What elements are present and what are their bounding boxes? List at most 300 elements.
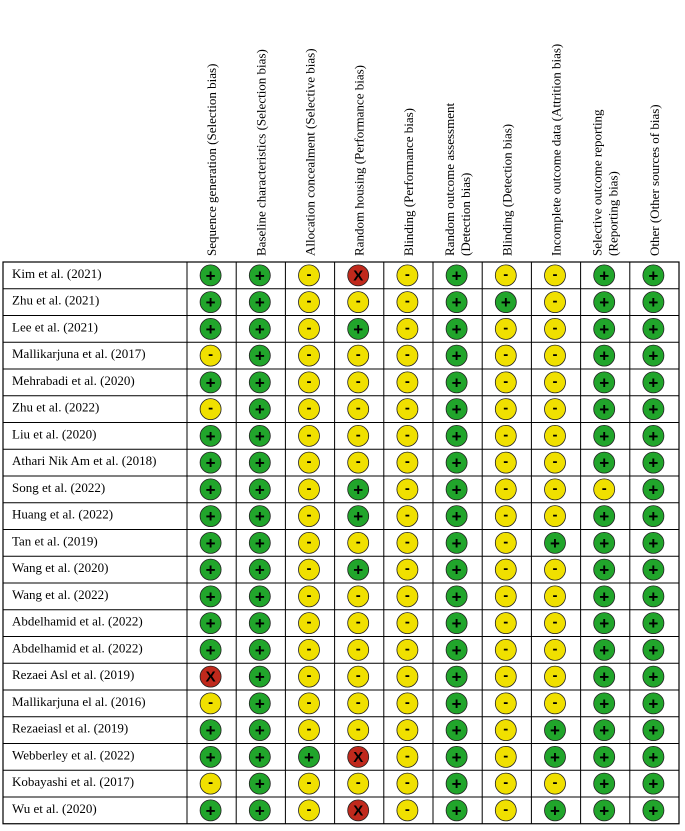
rating-mark	[643, 399, 664, 420]
column-header	[442, 103, 473, 256]
rating-mark	[249, 720, 270, 741]
rating-symbol: +	[648, 346, 659, 366]
rating-mark	[249, 345, 270, 366]
study-label: Kobayashi et al. (2017)	[12, 774, 135, 790]
rating-mark	[495, 720, 516, 741]
rating-symbol: +	[205, 640, 216, 660]
rating-mark	[348, 639, 369, 660]
rating-mark	[545, 452, 566, 473]
rating-symbol: -	[552, 453, 558, 471]
rating-mark	[397, 720, 418, 741]
rating-symbol: -	[552, 560, 558, 578]
rating-mark	[200, 532, 221, 553]
rating-symbol: -	[552, 774, 558, 792]
rating-symbol: +	[451, 373, 462, 393]
column-header-line: Sequence generation (Selection bias)	[204, 63, 220, 256]
study-label: Rezaei Asl et al. (2019)	[12, 667, 135, 683]
rating-symbol: +	[451, 533, 462, 553]
rating-symbol: -	[503, 479, 509, 497]
rating-symbol: -	[552, 265, 558, 283]
rating-mark	[397, 425, 418, 446]
rating-mark	[594, 479, 615, 500]
rating-symbol: -	[355, 372, 361, 390]
rating-symbol: +	[599, 453, 610, 473]
rating-mark	[594, 613, 615, 634]
rating-symbol: +	[451, 480, 462, 500]
column-header-line: Blinding (Detection bias)	[499, 123, 515, 256]
rating-symbol: +	[599, 694, 610, 714]
rating-symbol: -	[404, 720, 410, 738]
rating-symbol: +	[599, 346, 610, 366]
rating-mark	[348, 613, 369, 634]
rating-symbol: -	[503, 560, 509, 578]
rating-mark	[643, 613, 664, 634]
rating-mark	[594, 318, 615, 339]
rating-symbol: +	[599, 426, 610, 446]
rating-symbol: X	[353, 748, 364, 766]
rating-symbol: +	[451, 319, 462, 339]
rating-symbol: -	[306, 453, 312, 471]
rating-mark	[643, 586, 664, 607]
rating-mark	[299, 399, 320, 420]
rating-mark	[397, 613, 418, 634]
rating-symbol: +	[254, 533, 265, 553]
rating-symbol: -	[552, 506, 558, 524]
rating-symbol: -	[404, 693, 410, 711]
rating-symbol: +	[648, 373, 659, 393]
rating-mark	[495, 292, 516, 313]
rating-symbol: -	[503, 613, 509, 631]
rating-mark	[643, 746, 664, 767]
rating-mark	[643, 479, 664, 500]
rating-mark	[200, 506, 221, 527]
rating-symbol: +	[599, 640, 610, 660]
rating-mark	[545, 639, 566, 660]
rating-symbol: -	[355, 720, 361, 738]
rating-symbol: +	[205, 453, 216, 473]
rating-mark	[545, 425, 566, 446]
rating-mark	[348, 318, 369, 339]
rating-symbol: +	[353, 507, 364, 527]
rating-mark	[495, 800, 516, 821]
rating-mark	[348, 265, 369, 286]
rating-mark	[643, 318, 664, 339]
rating-mark	[249, 372, 270, 393]
rating-symbol: +	[648, 587, 659, 607]
rating-symbol: +	[205, 373, 216, 393]
rating-mark	[397, 265, 418, 286]
rating-symbol: +	[500, 293, 511, 313]
rating-symbol: -	[552, 613, 558, 631]
rating-symbol: +	[648, 774, 659, 794]
rating-mark	[200, 265, 221, 286]
rating-mark	[200, 800, 221, 821]
rating-mark	[348, 399, 369, 420]
rating-mark	[200, 372, 221, 393]
rating-symbol: +	[451, 266, 462, 286]
rating-mark	[545, 559, 566, 580]
rating-symbol: -	[355, 693, 361, 711]
rating-symbol: +	[254, 507, 265, 527]
rating-mark	[348, 693, 369, 714]
rating-mark	[643, 372, 664, 393]
study-label: Huang et al. (2022)	[12, 506, 114, 522]
rating-mark	[397, 639, 418, 660]
rating-symbol: -	[306, 560, 312, 578]
rating-mark	[397, 532, 418, 553]
rating-symbol: -	[208, 774, 214, 792]
rating-symbol: -	[503, 774, 509, 792]
rating-symbol: -	[306, 693, 312, 711]
rating-mark	[545, 399, 566, 420]
rating-mark	[643, 265, 664, 286]
rating-symbol: +	[254, 721, 265, 741]
rating-symbol: -	[503, 747, 509, 765]
rating-mark	[200, 318, 221, 339]
rating-mark	[348, 666, 369, 687]
rating-mark	[249, 532, 270, 553]
study-labels	[12, 266, 156, 816]
rating-symbol: -	[503, 533, 509, 551]
rating-mark	[249, 559, 270, 580]
rating-mark	[594, 666, 615, 687]
rating-mark	[348, 292, 369, 313]
rating-mark	[397, 372, 418, 393]
rating-mark	[200, 292, 221, 313]
rating-mark	[594, 292, 615, 313]
rating-mark	[200, 720, 221, 741]
rating-mark	[200, 666, 221, 687]
study-label: Rezaeiasl et al. (2019)	[12, 720, 129, 736]
study-label: Kim et al. (2021)	[12, 265, 102, 281]
rating-mark	[397, 506, 418, 527]
rating-mark	[545, 372, 566, 393]
rating-symbol: +	[599, 801, 610, 821]
rating-symbol: +	[451, 560, 462, 580]
rating-symbol: +	[205, 614, 216, 634]
rating-mark	[348, 532, 369, 553]
rating-mark	[249, 452, 270, 473]
rating-symbol: +	[648, 426, 659, 446]
column-header-line: Incomplete outcome data (Attrition bias)	[548, 43, 564, 256]
rating-mark	[397, 559, 418, 580]
rating-mark	[397, 666, 418, 687]
rating-mark	[200, 773, 221, 794]
rating-mark	[594, 399, 615, 420]
rating-symbol: -	[306, 292, 312, 310]
rating-symbol: -	[404, 372, 410, 390]
rating-symbol: +	[648, 667, 659, 687]
rating-mark	[299, 639, 320, 660]
study-label: Mallikarjuna el al. (2016)	[12, 693, 146, 709]
rating-symbol: -	[503, 453, 509, 471]
rating-symbol: +	[648, 319, 659, 339]
rating-mark	[495, 372, 516, 393]
rating-mark	[446, 720, 467, 741]
rating-symbol: +	[648, 614, 659, 634]
rating-mark	[299, 265, 320, 286]
rating-mark	[397, 318, 418, 339]
rating-symbol: -	[306, 399, 312, 417]
rating-mark	[249, 746, 270, 767]
rating-symbol: +	[304, 747, 314, 767]
rating-symbol: -	[306, 319, 312, 337]
rating-mark	[545, 479, 566, 500]
rating-symbol: +	[205, 319, 216, 339]
rating-symbol: +	[648, 400, 659, 420]
rating-symbol: -	[404, 774, 410, 792]
rating-mark	[495, 265, 516, 286]
rating-symbol: +	[599, 614, 610, 634]
rating-mark	[594, 532, 615, 553]
rating-mark	[249, 586, 270, 607]
rating-mark	[249, 773, 270, 794]
rating-mark	[348, 452, 369, 473]
rating-symbol: +	[254, 667, 265, 687]
rating-mark	[643, 773, 664, 794]
rating-symbol: -	[503, 720, 509, 738]
rating-symbol: -	[306, 479, 312, 497]
rating-symbol: -	[404, 319, 410, 337]
rating-mark	[545, 345, 566, 366]
rating-symbol: -	[503, 346, 509, 364]
rating-symbol: +	[550, 801, 560, 821]
rating-mark	[495, 639, 516, 660]
rating-symbol: +	[254, 400, 265, 420]
rating-mark	[348, 345, 369, 366]
column-header	[590, 109, 621, 256]
rating-symbol: +	[451, 640, 462, 660]
rating-symbol: +	[451, 400, 462, 420]
rating-symbol: -	[503, 640, 509, 658]
rating-mark	[348, 746, 369, 767]
rating-symbol: -	[355, 346, 361, 364]
rating-symbol: +	[599, 400, 610, 420]
rating-mark	[495, 613, 516, 634]
rating-symbol: -	[306, 640, 312, 658]
rating-mark	[200, 586, 221, 607]
rating-symbol: +	[599, 533, 610, 553]
rating-symbol: -	[404, 560, 410, 578]
rating-symbol: +	[648, 480, 659, 500]
column-header-line: Baseline characteristics (Selection bias)	[253, 49, 269, 256]
rating-mark	[643, 800, 664, 821]
rating-mark	[348, 800, 369, 821]
column-header-line: Random housing (Performance bias)	[351, 65, 367, 256]
rating-symbol: -	[552, 319, 558, 337]
rating-symbol: -	[306, 586, 312, 604]
study-label: Wang et al. (2020)	[12, 560, 109, 576]
rating-symbol: +	[254, 346, 265, 366]
study-label: Liu et al. (2020)	[12, 426, 97, 442]
rating-mark	[249, 479, 270, 500]
rating-mark	[495, 452, 516, 473]
rating-mark	[397, 693, 418, 714]
rating-mark	[545, 613, 566, 634]
column-header	[401, 108, 416, 256]
rating-mark	[643, 506, 664, 527]
rating-mark	[200, 639, 221, 660]
rating-symbol: -	[503, 667, 509, 685]
rating-symbol: +	[254, 560, 265, 580]
rating-symbol: -	[404, 640, 410, 658]
rating-mark	[299, 479, 320, 500]
rating-symbol: -	[503, 372, 509, 390]
rating-symbol: -	[552, 667, 558, 685]
rating-symbol: -	[404, 613, 410, 631]
study-label: Webberley et al. (2022)	[12, 747, 135, 763]
rating-mark	[643, 720, 664, 741]
rating-symbol: +	[205, 560, 216, 580]
rating-symbol: +	[353, 560, 364, 580]
rating-symbol: -	[306, 613, 312, 631]
rating-symbol: -	[552, 399, 558, 417]
rating-mark	[643, 425, 664, 446]
rating-symbol: -	[503, 693, 509, 711]
rating-symbol: -	[601, 479, 607, 497]
rating-mark	[299, 506, 320, 527]
column-headers	[204, 44, 662, 256]
rating-symbol: -	[404, 346, 410, 364]
rating-mark	[545, 586, 566, 607]
rating-symbol: -	[552, 640, 558, 658]
rating-mark	[348, 479, 369, 500]
rating-symbol: -	[306, 346, 312, 364]
rating-symbol: +	[451, 426, 462, 446]
rating-symbol: +	[451, 587, 462, 607]
rating-symbol: -	[355, 426, 361, 444]
rating-mark	[299, 613, 320, 634]
rating-mark	[446, 613, 467, 634]
rating-mark	[594, 800, 615, 821]
rating-mark	[545, 265, 566, 286]
rating-symbol: +	[648, 747, 659, 767]
rating-symbol: +	[550, 747, 560, 767]
rating-mark	[446, 452, 467, 473]
study-label: Tan et al. (2019)	[12, 533, 98, 549]
rating-symbol: +	[451, 293, 462, 313]
rating-symbol: -	[404, 800, 410, 818]
rating-symbol: -	[355, 399, 361, 417]
rating-symbol: +	[254, 319, 265, 339]
rating-symbol: +	[451, 614, 462, 634]
rating-symbol: -	[306, 426, 312, 444]
rating-mark	[446, 559, 467, 580]
rating-symbol: +	[254, 640, 265, 660]
rating-mark	[594, 586, 615, 607]
rating-mark	[446, 318, 467, 339]
rating-mark	[397, 479, 418, 500]
rating-symbol: -	[208, 399, 214, 417]
rating-mark	[446, 399, 467, 420]
rating-symbol: +	[451, 801, 462, 821]
rating-mark	[299, 345, 320, 366]
rating-symbol: -	[306, 800, 312, 818]
rating-mark	[594, 372, 615, 393]
rating-symbol: -	[306, 774, 312, 792]
rating-symbol: -	[404, 292, 410, 310]
rating-mark	[446, 265, 467, 286]
rating-mark	[446, 479, 467, 500]
rating-mark	[643, 666, 664, 687]
rating-symbol: -	[503, 586, 509, 604]
rating-mark	[397, 345, 418, 366]
rating-mark	[495, 666, 516, 687]
rating-symbol: -	[404, 533, 410, 551]
rating-mark	[446, 586, 467, 607]
study-label: Zhu et al. (2021)	[12, 292, 100, 308]
rating-mark	[200, 746, 221, 767]
rating-mark	[348, 586, 369, 607]
rating-mark	[397, 746, 418, 767]
study-label: Mallikarjuna et al. (2017)	[12, 346, 146, 362]
rating-mark	[545, 773, 566, 794]
rating-symbol: +	[648, 560, 659, 580]
rating-mark	[446, 372, 467, 393]
rating-mark	[249, 265, 270, 286]
column-header-line: Other (Other sources of bias)	[646, 104, 662, 256]
rating-mark	[299, 800, 320, 821]
rating-symbol: +	[451, 774, 462, 794]
rating-symbol: +	[550, 721, 560, 741]
column-header-line: Blinding (Performance bias)	[400, 107, 416, 256]
rating-symbol: -	[552, 292, 558, 310]
rating-mark	[249, 639, 270, 660]
rating-mark	[643, 559, 664, 580]
rating-mark	[397, 773, 418, 794]
study-label: Wang et al. (2022)	[12, 586, 109, 602]
rating-mark	[200, 693, 221, 714]
rating-mark	[299, 452, 320, 473]
rating-symbol: -	[208, 346, 214, 364]
rating-symbol: X	[353, 802, 364, 820]
rating-symbol: +	[205, 426, 216, 446]
rating-symbol: -	[552, 693, 558, 711]
rating-mark	[249, 506, 270, 527]
rating-symbol: -	[355, 613, 361, 631]
rating-symbol: -	[355, 586, 361, 604]
rating-mark	[594, 265, 615, 286]
rating-symbol: -	[404, 265, 410, 283]
rating-mark	[594, 720, 615, 741]
study-label: Song et al. (2022)	[12, 479, 106, 495]
column-header	[204, 64, 219, 256]
rating-mark	[643, 693, 664, 714]
rating-mark	[495, 693, 516, 714]
rating-symbol: -	[552, 426, 558, 444]
rating-mark	[200, 452, 221, 473]
rating-mark	[495, 479, 516, 500]
rating-mark	[446, 292, 467, 313]
rating-mark	[299, 666, 320, 687]
rating-symbol: -	[404, 453, 410, 471]
rating-mark	[299, 693, 320, 714]
rating-symbol: +	[599, 667, 610, 687]
rating-symbol: -	[404, 479, 410, 497]
rating-symbol: X	[353, 267, 364, 285]
rating-mark	[545, 532, 566, 553]
rating-symbol: +	[648, 453, 659, 473]
rating-symbol: +	[205, 587, 216, 607]
rating-mark	[545, 800, 566, 821]
rating-symbol: +	[205, 721, 216, 741]
rating-symbol: +	[648, 507, 659, 527]
rating-symbol: -	[306, 720, 312, 738]
rating-mark	[348, 372, 369, 393]
rating-symbol: -	[404, 399, 410, 417]
rating-symbol: -	[404, 667, 410, 685]
rating-mark	[397, 399, 418, 420]
